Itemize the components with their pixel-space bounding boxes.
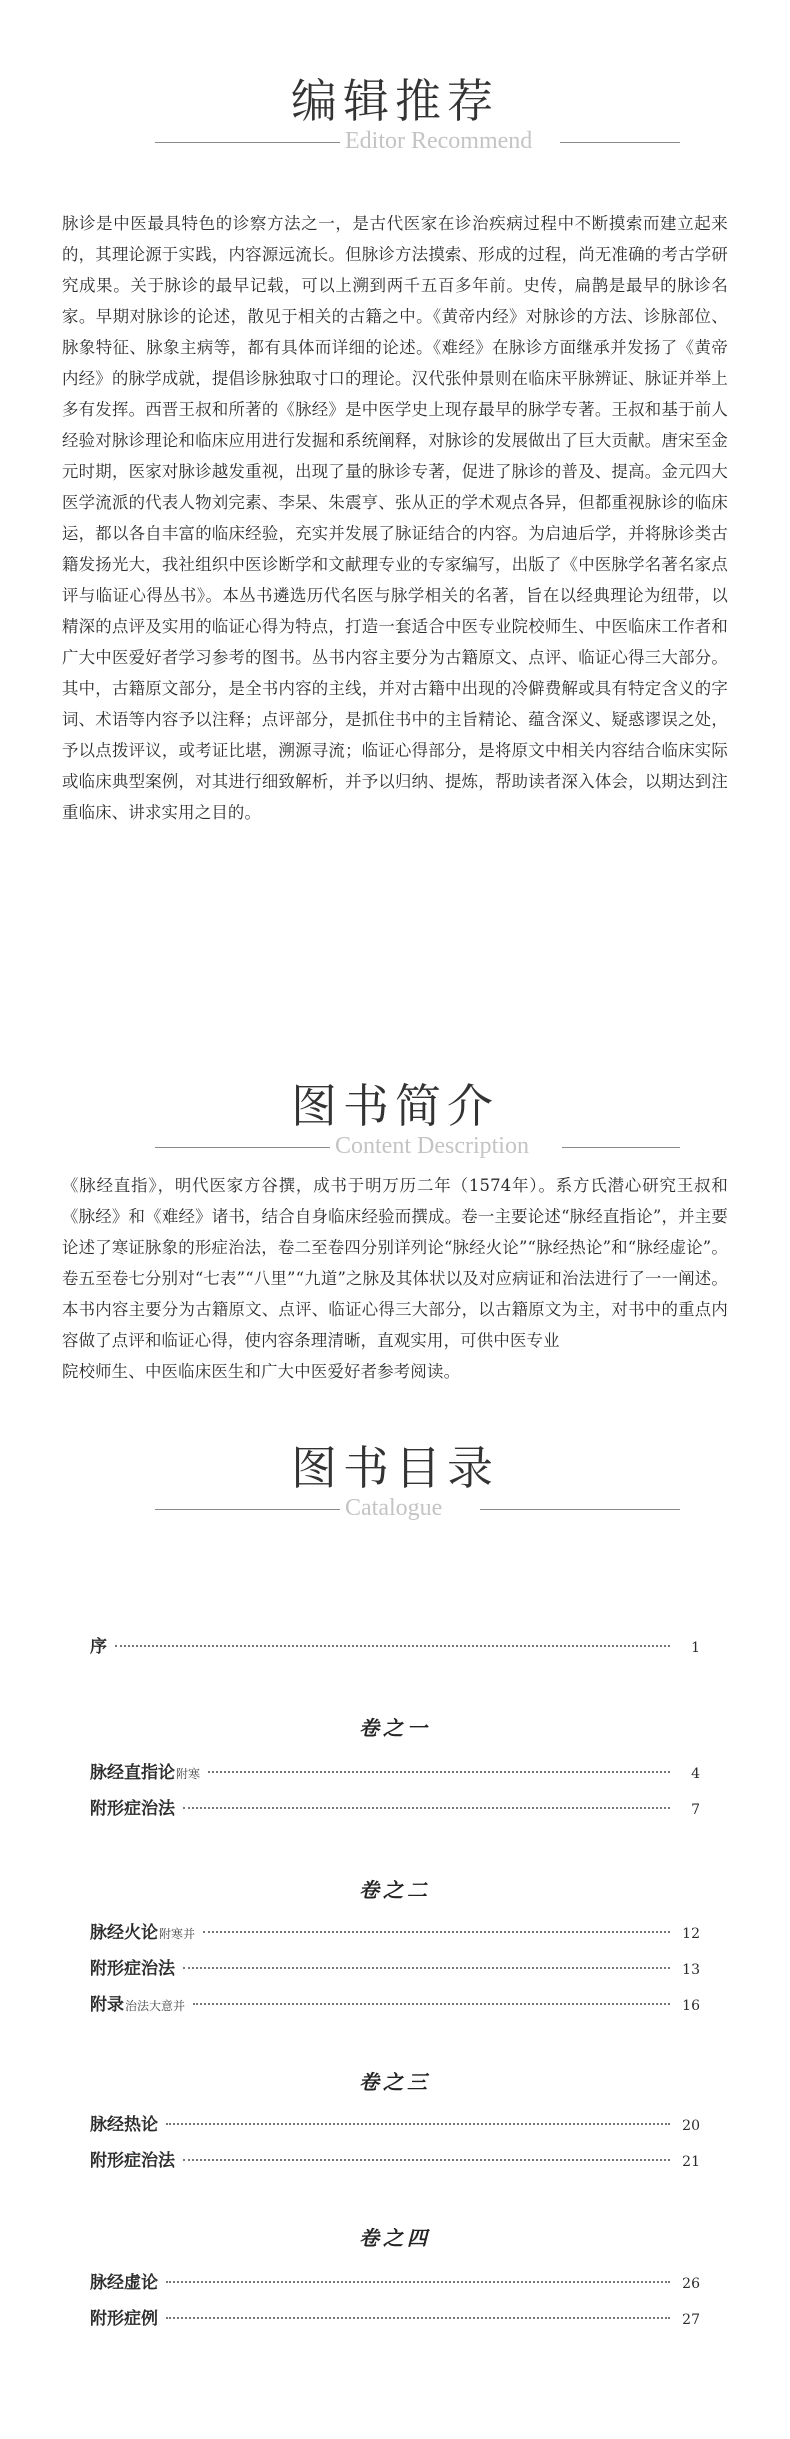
toc-section-title: 图书目录 (291, 1441, 499, 1495)
toc-leader-dots (208, 1771, 670, 1773)
toc-volume-1 (90, 1758, 700, 1830)
toc-entry-page: 7 (691, 1802, 700, 1818)
editor-section-title: 编辑推荐 (291, 74, 499, 128)
toc-volume-4 (90, 2268, 700, 2340)
toc-entry-title: 附形症治法 (90, 2151, 175, 2171)
toc-leader-dots (115, 1645, 670, 1647)
toc-section-subtitle: Catalogue (345, 1495, 443, 1521)
toc-entry-title: 附录 (90, 1995, 124, 2015)
toc-entry-page: 21 (682, 2154, 700, 2170)
volume-heading-4: 卷之四 (359, 2226, 431, 2250)
toc-entry[interactable] (90, 1954, 700, 1990)
divider-line-right (480, 1509, 680, 1510)
toc-entry-title: 序 (90, 1637, 107, 1657)
toc-entry-note: 治法大意并 (125, 1999, 186, 2013)
editor-recommend-text (62, 208, 728, 828)
volume-heading-3: 卷之三 (359, 2070, 431, 2094)
toc-entry-title: 脉经虚论 (90, 2273, 158, 2293)
toc-entry[interactable] (90, 2146, 700, 2182)
toc-volume-2 (90, 1918, 700, 2026)
toc-entry-title: 附形症治法 (90, 1959, 175, 1979)
intro-section-header (0, 1079, 790, 1163)
toc-entry-title: 附形症治法 (90, 1799, 175, 1819)
toc-leader-dots (203, 1931, 670, 1933)
toc-entry-title: 脉经火论 (90, 1923, 158, 1943)
toc-leader-dots (183, 1807, 670, 1809)
volume-heading-2: 卷之二 (359, 1878, 431, 1902)
toc-entry-note: 附寒 (176, 1767, 201, 1781)
toc-entry-title: 附形症例 (90, 2309, 158, 2329)
intro-section-title: 图书简介 (291, 1079, 499, 1133)
toc-leader-dots (166, 2317, 670, 2319)
toc-entry[interactable] (90, 1990, 700, 2026)
divider-line-left (155, 1147, 330, 1148)
intro-section-subtitle: Content Description (335, 1133, 529, 1159)
toc-entry-page: 16 (682, 1998, 700, 2014)
editor-section-header (0, 74, 790, 158)
toc-volume-3 (90, 2110, 700, 2182)
toc-subtitle-row (0, 1495, 790, 1525)
divider-line-right (560, 142, 680, 143)
toc-entry-page: 20 (682, 2118, 700, 2134)
intro-subtitle-row (0, 1133, 790, 1163)
divider-line-left (155, 1509, 340, 1510)
intro-paragraph-last: 院校师生、中医临床医生和广大中医爱好者参考阅读。 (62, 1362, 461, 1381)
toc-entry-page: 27 (682, 2312, 700, 2328)
toc-preface (90, 1632, 700, 1668)
toc-entry[interactable] (90, 1758, 700, 1794)
toc-entry[interactable] (90, 1794, 700, 1830)
toc-entry-page: 13 (682, 1962, 700, 1978)
intro-text (62, 1170, 728, 1387)
toc-entry[interactable] (90, 1632, 700, 1668)
divider-line-right (562, 1147, 680, 1148)
toc-entry[interactable] (90, 2304, 700, 2340)
toc-entry[interactable] (90, 2110, 700, 2146)
divider-line-left (155, 142, 340, 143)
toc-leader-dots (166, 2123, 670, 2125)
editor-paragraph: 脉诊是中医最具特色的诊察方法之一，是古代医家在诊治疾病过程中不断摸索而建立起来的，其理论源于实践，内容源远流长。但脉诊方法摸索、形成的过程，尚无准确的考古学研究成果。关于脉诊的最早记载，可以上溯到两千五百多年前。史传，扁鹊是最早的脉诊名家。早期对脉诊的论述，散见于相关的古籍之中。《黄帝内经》对脉诊的方法、诊脉部位、脉象特征、脉象主病等，都有具体而详细的论述。《难经》在脉诊方面继承并发扬了《黄帝内经》的脉学成就，提倡诊脉独取寸口的理论。汉代张仲景则在临床平脉辨证、脉证并举上多有发挥。西晋王叔和所著的《脉经》是中医学史上现存最早的脉学专著。王叔和基于前人经验对脉诊理论和临床应用进行发掘和系统阐释，对脉诊的发展做出了巨大贡献。唐宋至金元时期，医家对脉诊越发重视，出现了量的脉诊专著，促进了脉诊的普及、提高。金元四大医学流派的代表人物刘完素、李杲、朱震亨、张从正的学术观点各异，但都重视脉诊的临床运，都以各自丰富的临床经验，充实并发展了脉证结合的内容。为启迪后学，并将脉诊类古籍发扬光大，我社组织中医诊断学和文献理专业的专家编写，出版了《中医脉学名著名家点评与临证心得丛书》。本丛书遴选历代名医与脉学相关的名著，旨在以经典理论为纽带，以精深的点评及实用的临证心得为特点，打造一套适合中医专业院校师生、中医临床工作者和广大中医爱好者学习参考的图书。丛书内容主要分为古籍原文、点评、临证心得三大部分。其中，古籍原文部分，是全书内容的主线，并对古籍中出现的冷僻费解或具有特定含义的字词、术语等内容予以注释；点评部分，是抓住书中的主旨精论、蕴含深义、疑惑谬误之处，予以点拨评议，或考证比堪，溯源寻流；临证心得部分，是将原文中相关内容结合临床实际或临床典型案例，对其进行细致解析，并予以归纳、提炼，帮助读者深入体会，以期达到注重临床、讲求实用之目的。 (62, 214, 728, 822)
editor-section-subtitle: Editor Recommend (345, 128, 533, 154)
toc-entry-page: 1 (691, 1640, 700, 1656)
editor-subtitle-row (0, 128, 790, 158)
toc-leader-dots (183, 2159, 670, 2161)
toc-entry-page: 26 (682, 2276, 700, 2292)
toc-entry[interactable] (90, 1918, 700, 1954)
toc-leader-dots (166, 2281, 670, 2283)
intro-paragraph: 《脉经直指》，明代医家方谷撰，成书于明万历二年（1574年）。系方氏潜心研究王叔和《脉经》和《难经》诸书，结合自身临床经验而撰成。卷一主要论述“脉经直指论”，并主要论述了寒证脉象的形症治法，卷二至卷四分别详列论“脉经火论”“脉经热论”和“脉经虚论”。卷五至卷七分别对“七表”“八里”“九道”之脉及其体状以及对应病证和治法进行了一一阐述。本书内容主要分为古籍原文、点评、临证心得三大部分，以古籍原文为主，对书中的重点内容做了点评和临证心得，使内容条理清晰，直观实用，可供中医专业 (62, 1176, 728, 1350)
toc-leader-dots (183, 1967, 670, 1969)
toc-entry[interactable] (90, 2268, 700, 2304)
toc-entry-note: 附寒并 (159, 1927, 196, 1941)
toc-entry-page: 12 (682, 1926, 700, 1942)
toc-entry-page: 4 (691, 1766, 700, 1782)
toc-leader-dots (193, 2003, 670, 2005)
volume-heading-1: 卷之一 (359, 1716, 431, 1740)
toc-entry-title: 脉经热论 (90, 2115, 158, 2135)
toc-section-header (0, 1441, 790, 1525)
toc-entry-title: 脉经直指论 (90, 1763, 175, 1783)
